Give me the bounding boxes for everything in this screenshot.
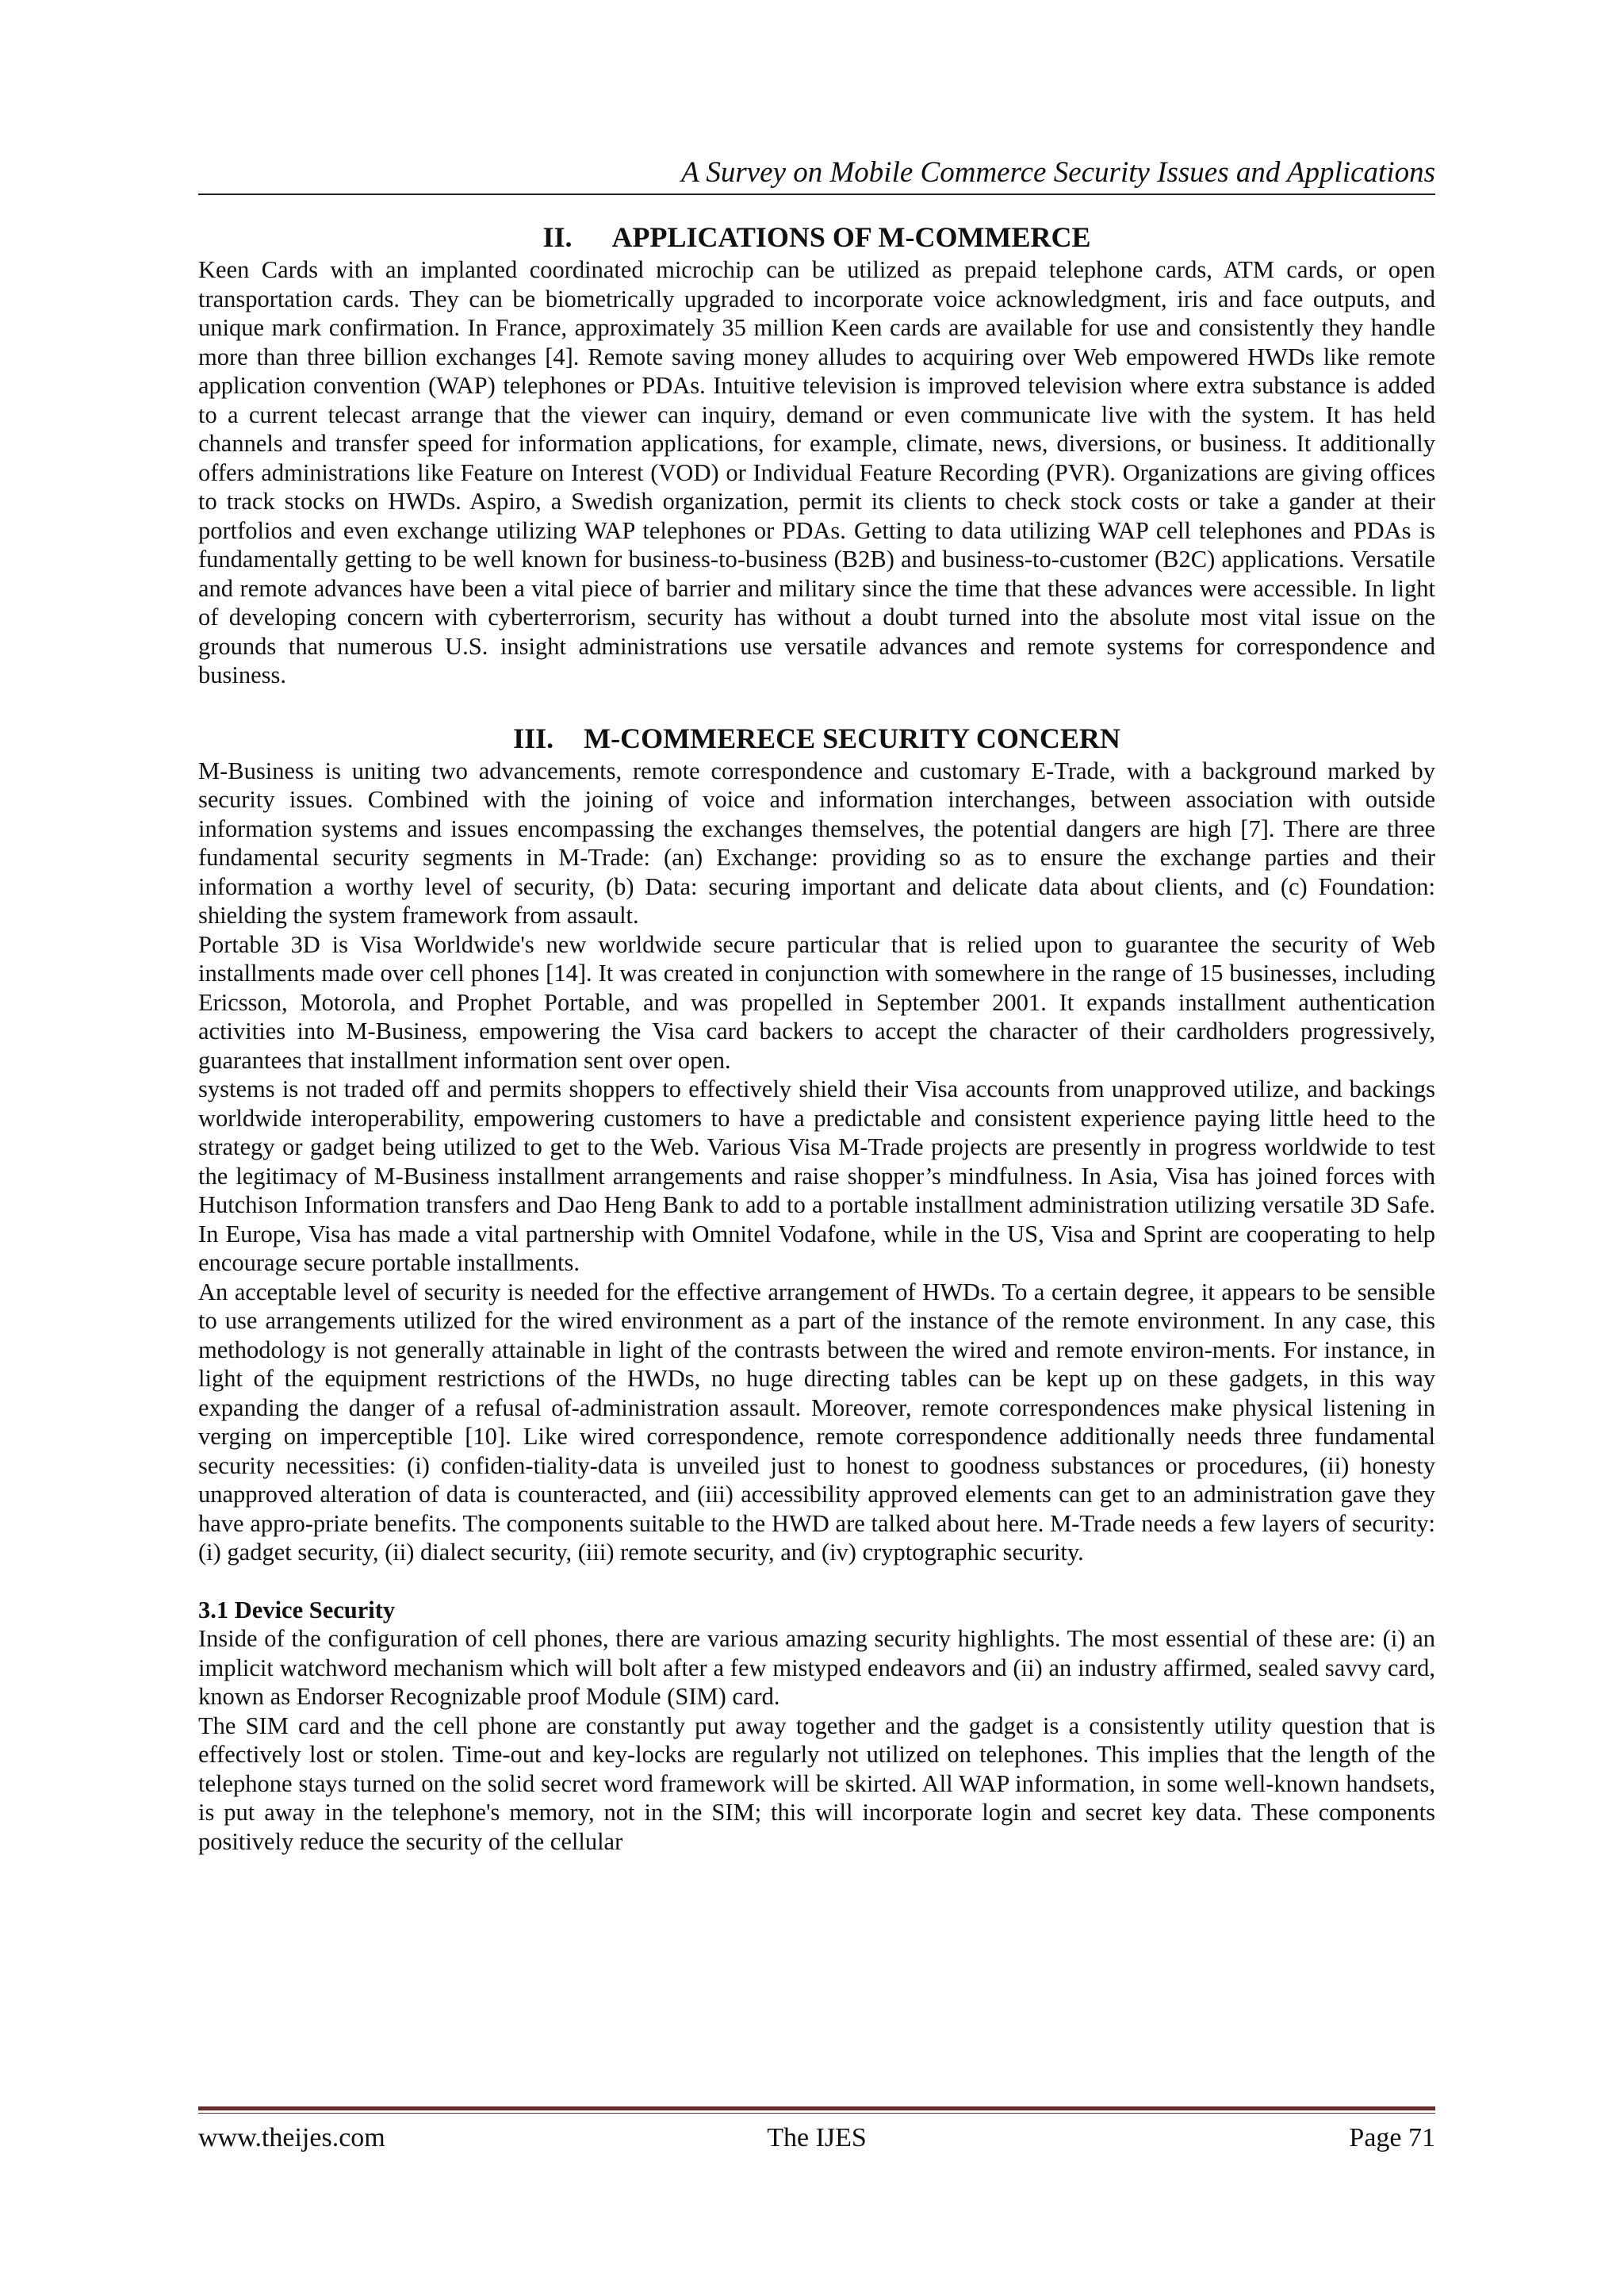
- footer-journal: The IJES: [767, 2123, 867, 2152]
- header-rule: [198, 194, 1435, 195]
- footer-rule: [198, 2106, 1435, 2110]
- paragraph: Keen Cards with an implanted coordinated microchip can be utilized as prepaid telephone cards, ATM cards, or open transportation cards. They can be biometrically upgraded to incorporate voice acknowledgment, iris and face outputs, and unique mark confirmation. In France, approximately 35 million Keen cards are available for use and consistently they handle more than three billion exchanges [4]. Remote saving money alludes to acquiring over Web empowered HWDs like remote application convention (WAP) telephones or PDAs. Intuitive television is improved television where extra substance is added to a current telecast arrange that the viewer can inquiry, demand or even communicate live with the system. It has held channels and transfer speed for information applications, for example, climate, news, diversions, or business. It additionally offers administrations like Feature on Interest (VOD) or Individual Feature Recording (PVR). Organizations are giving offices to track stocks on HWDs. Aspiro, a Swedish organization, permit its clients to check stock costs or take a gander at their portfolios and even exchange utilizing WAP telephones or PDAs. Getting to data utilizing WAP cell telephones and PDAs is fundamentally getting to be well known for business-to-business (B2B) and business-to-customer (B2C) applications. Versatile and remote advances have been a vital piece of barrier and military since the time that these advances were accessible. In light of developing concern with cyberterrorism, security has without a doubt turned into the absolute most vital issue on the grounds that numerous U.S. insight administrations use versatile advances and remote systems for correspondence and business.: [198, 256, 1435, 688]
- section-heading: [198, 722, 1435, 755]
- footer-website: www.theijes.com: [198, 2123, 385, 2152]
- document-page: [198, 0, 1435, 2296]
- section-number: III.: [513, 722, 554, 754]
- section-title: APPLICATIONS OF M-COMMERCE: [611, 221, 1091, 253]
- paragraph: An acceptable level of security is needed for the effective arrangement of HWDs. To a certain degree, it appears to be sensible to use arrangements utilized for the wired environment as a part of the instance of the remote environment. In any case, this methodology is not generally attainable in light of the contrasts between the wired and remote environ-ments. For instance, in light of the equipment restrictions of the HWDs, no huge directing tables can be kept up on these gadgets, in this way expanding the danger of a refusal of-administration assault. Moreover, remote correspondences make physical listening in verging on imperceptible [10]. Like wired correspondence, remote correspondence additionally needs three fundamental security necessities: (i) confiden-tiality-data is unveiled just to honest to goodness substances or procedures, (ii) honesty unapproved alteration of data is counteracted, and (iii) accessibility approved elements can get to an administration gave they have appro-priate benefits. The components suitable to the HWD are talked about here. M-Trade needs a few layers of security: (i) gadget security, (ii) dialect security, (iii) remote security, and (iv) cryptographic security.: [198, 1278, 1435, 1566]
- page-content: [198, 220, 1435, 1856]
- section-security-concern: [198, 722, 1435, 1567]
- footer-rule-thin: [198, 2113, 1435, 2114]
- paragraph: Portable 3D is Visa Worldwide's new worldwide secure particular that is relied upon to guarantee the security of Web installments made over cell phones [14]. It was created in conjunction with somewhere in the range of 15 businesses, including Ericsson, Motorola, and Prophet Portable, and was propelled in September 2001. It expands installment authentication activities into M-Business, empowering the Visa card backers to accept the character of their cardholders progressively, guarantees that installment information sent over open.: [198, 930, 1435, 1074]
- section-heading: [198, 220, 1435, 254]
- section-applications: [198, 220, 1435, 690]
- subsection-heading: 3.1 Device Security: [198, 1596, 396, 1623]
- running-header: A Survey on Mobile Commerce Security Issues and Applications: [681, 156, 1435, 189]
- paragraph: M-Business is uniting two advancements, remote correspondence and customary E-Trade, with a background marked by security issues. Combined with the joining of voice and information interchanges, between association with outside information systems and issues encompassing the exchanges themselves, the potential dangers are high [7]. There are three fundamental security segments in M-Trade: (an) Exchange: providing so as to ensure the exchange parties and their information a worthy level of security, (b) Data: securing important and delicate data about clients, and (c) Foundation: shielding the system framework from assault.: [198, 757, 1435, 929]
- section-title: M-COMMERECE SECURITY CONCERN: [584, 722, 1120, 754]
- section-number: II.: [542, 221, 573, 253]
- paragraph: The SIM card and the cell phone are constantly put away together and the gadget is a consistently utility question that is effectively lost or stolen. Time-out and key-locks are regularly not utilized on telephones. This implies that the length of the telephone stays turned on the solid secret word framework will be skirted. All WAP information, in some well-known handsets, is put away in the telephone's memory, not in the SIM; this will incorporate login and secret key data. These components positively reduce the security of the cellular: [198, 1711, 1435, 1855]
- subsection-device-security: [198, 1596, 1435, 1857]
- paragraph: systems is not traded off and permits shoppers to effectively shield their Visa accounts from unapproved utilize, and backings worldwide interoperability, empowering customers to have a predictable and consistent experience paying little heed to the strategy or gadget being utilized to get to the Web. Various Visa M-Trade projects are presently in progress worldwide to test the legitimacy of M-Business installment arrangements and raise shopper’s mindfulness. In Asia, Visa has joined forces with Hutchison Information transfers and Dao Heng Bank to add to a portable installment administration utilizing versatile 3D Safe. In Europe, Visa has made a vital partnership with Omnitel Vodafone, while in the US, Visa and Sprint are cooperating to help encourage secure portable installments.: [198, 1075, 1435, 1276]
- paragraph: Inside of the configuration of cell phones, there are various amazing security highlights. The most essential of these are: (i) an implicit watchword mechanism which will bolt after a few mistyped endeavors and (ii) an industry affirmed, sealed savvy card, known as Endorser Recognizable proof Module (SIM) card.: [198, 1625, 1435, 1710]
- footer-page-number: Page 71: [1349, 2123, 1435, 2152]
- page-footer: [198, 2121, 1435, 2156]
